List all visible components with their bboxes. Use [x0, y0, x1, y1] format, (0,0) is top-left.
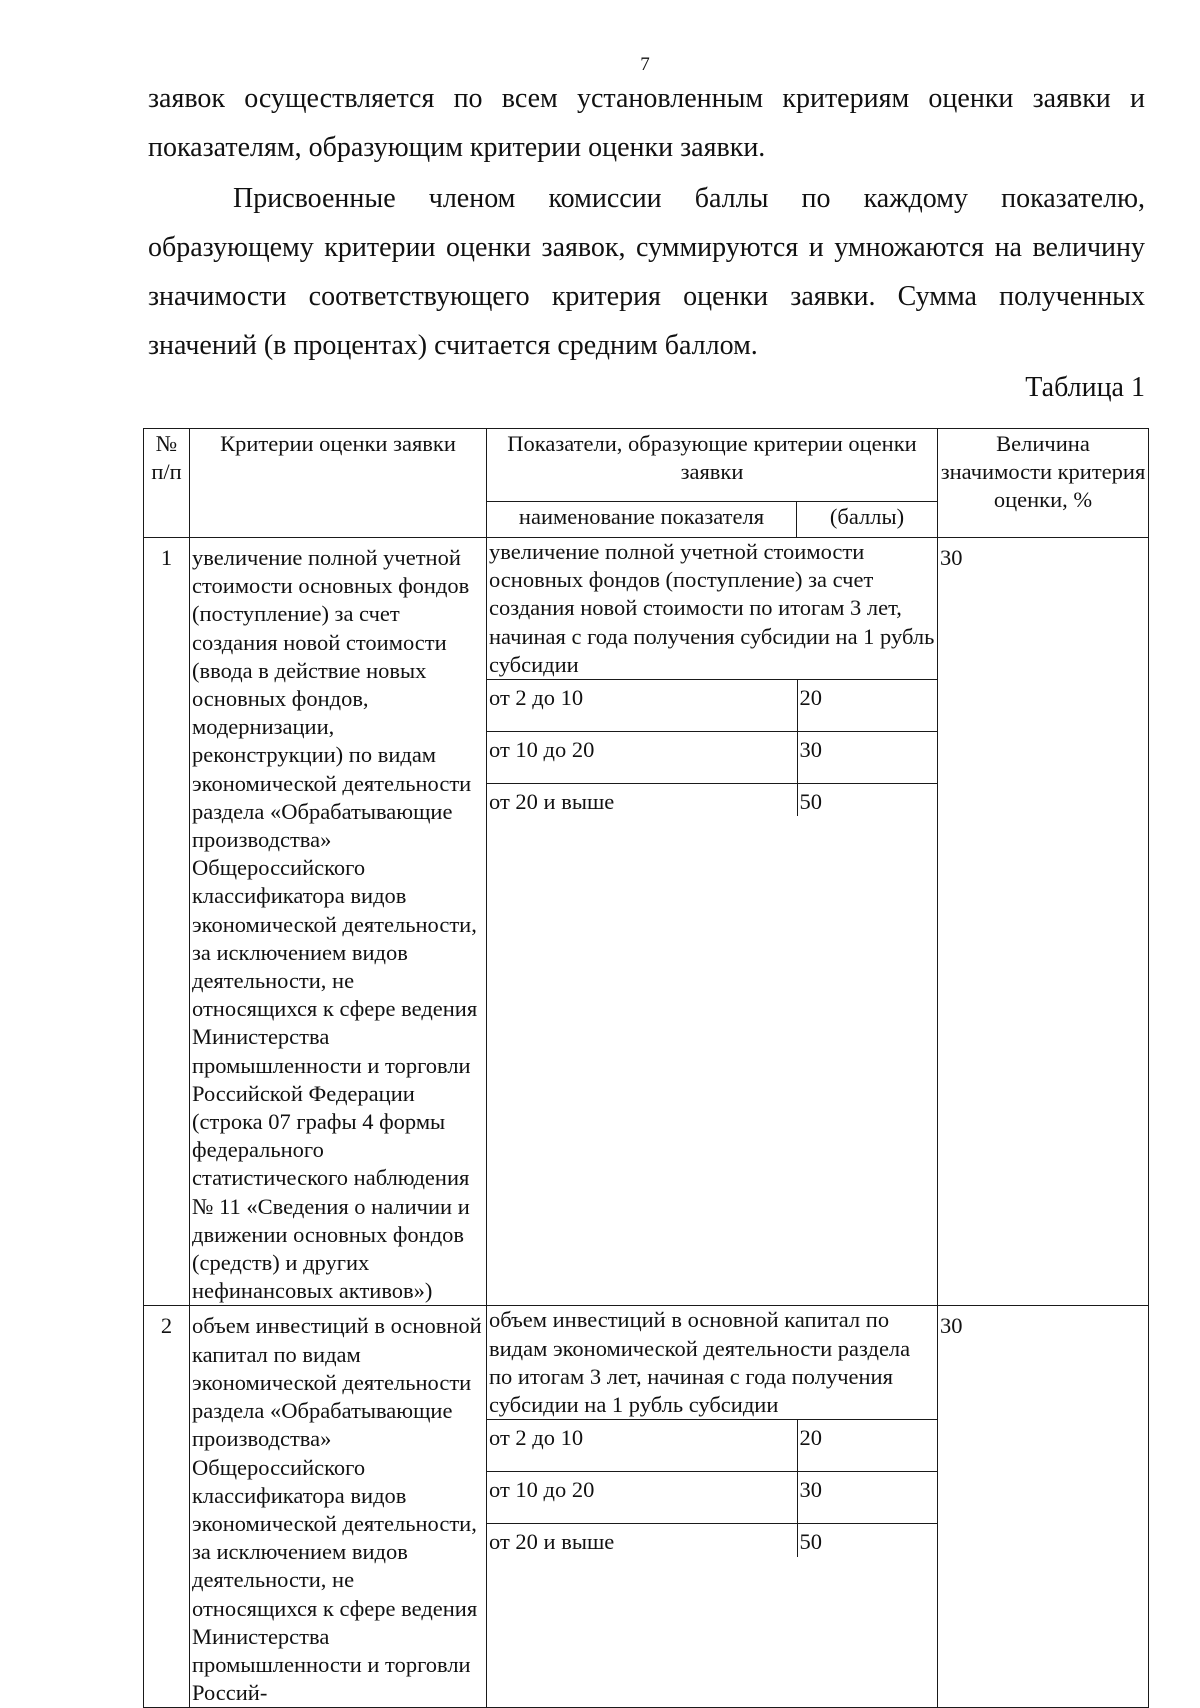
range-label: от 10 до 20: [487, 1472, 797, 1524]
range-points: 20: [797, 680, 938, 732]
range-row: [487, 784, 938, 817]
table-row: [144, 538, 1149, 1306]
indicator-block: [487, 1306, 938, 1708]
range-points: 30: [797, 732, 938, 784]
range-row: [487, 1524, 938, 1557]
criterion-text: увеличение полной учетной стоимости основных фондов (поступление) за счет создания новой стоимости (ввода в действие новых основных фондов, модернизации, реконструкции) по видам экономической деятельности раздела «Обрабатывающие производства» Общероссийского классификатора видов экономической деятельности, за исключением видов деятельности, не относящихся к сфере ведения Министерства промышленности и торговли Российской Федерации (строка 07 графы 4 формы федерального статистического наблюдения № 11 «Сведения о наличии и движении основных фондов (средств) и других нефинансовых активов»): [190, 538, 487, 1306]
header-row: [144, 429, 1149, 502]
header-criteria: Критерии оценки заявки: [190, 429, 487, 538]
range-label: от 20 и выше: [487, 784, 797, 817]
range-row: [487, 1420, 938, 1472]
paragraph-text: Присвоенные членом комиссии баллы по каждому показателю, образующему критерии оценки заявок, суммируются и умножаются на величину значимости соответствующего критерия оценки заявки. Сумма полученных значений (в процентах) считается средним баллом.: [148, 183, 1145, 361]
range-points: 50: [797, 784, 938, 817]
paragraph-continuation: [148, 74, 1145, 172]
table-caption: Таблица 1: [1025, 372, 1145, 403]
range-row: [487, 680, 938, 732]
range-points: 20: [797, 1420, 938, 1472]
paragraph-scoring: [148, 174, 1145, 370]
range-label: от 10 до 20: [487, 732, 797, 784]
header-num: № п/п: [144, 429, 190, 538]
weight-value: 30: [938, 1306, 1149, 1708]
criterion-text: объем инвестиций в основной капитал по видам экономической деятельности раздела «Обрабатывающие производства» Общероссийского классификатора видов экономической деятельности, за исключением видов деятельности, не относящихся к сфере ведения Министерства промышленности и торговли Россий-: [190, 1306, 487, 1708]
range-row: [487, 732, 938, 784]
header-points: (баллы): [797, 502, 938, 538]
header-indicator-name: наименование показателя: [487, 502, 797, 538]
row-number: 1: [144, 538, 190, 1306]
header-indicators: Показатели, образующие критерии оценки заявки: [487, 429, 938, 502]
paragraph-text: заявок осуществляется по всем установленным критериям оценки заявки и показателям, образующим критерии оценки заявки.: [148, 83, 1145, 163]
row-number: 2: [144, 1306, 190, 1708]
range-label: от 20 и выше: [487, 1524, 797, 1557]
page-number: 7: [640, 54, 650, 75]
indicator-description: увеличение полной учетной стоимости основных фондов (поступление) за счет создания новой стоимости по итогам 3 лет, начиная с года получения субсидии на 1 рубль субсидии: [489, 539, 935, 677]
range-points: 30: [797, 1472, 938, 1524]
indicator-subtable: [487, 1306, 938, 1556]
criteria-table: [143, 428, 1149, 1708]
weight-value: 30: [938, 538, 1149, 1306]
indicator-subtable: [487, 538, 938, 816]
indicator-block: [487, 538, 938, 1306]
table-row: [144, 1306, 1149, 1708]
header-weight: Величина значимости критерия оценки, %: [938, 429, 1149, 538]
range-label: от 2 до 10: [487, 1420, 797, 1472]
indicator-description: объем инвестиций в основной капитал по видам экономической деятельности раздела по итогам 3 лет, начиная с года получения субсидии на 1 рубль субсидии: [489, 1307, 911, 1418]
range-label: от 2 до 10: [487, 680, 797, 732]
range-row: [487, 1472, 938, 1524]
range-points: 50: [797, 1524, 938, 1557]
